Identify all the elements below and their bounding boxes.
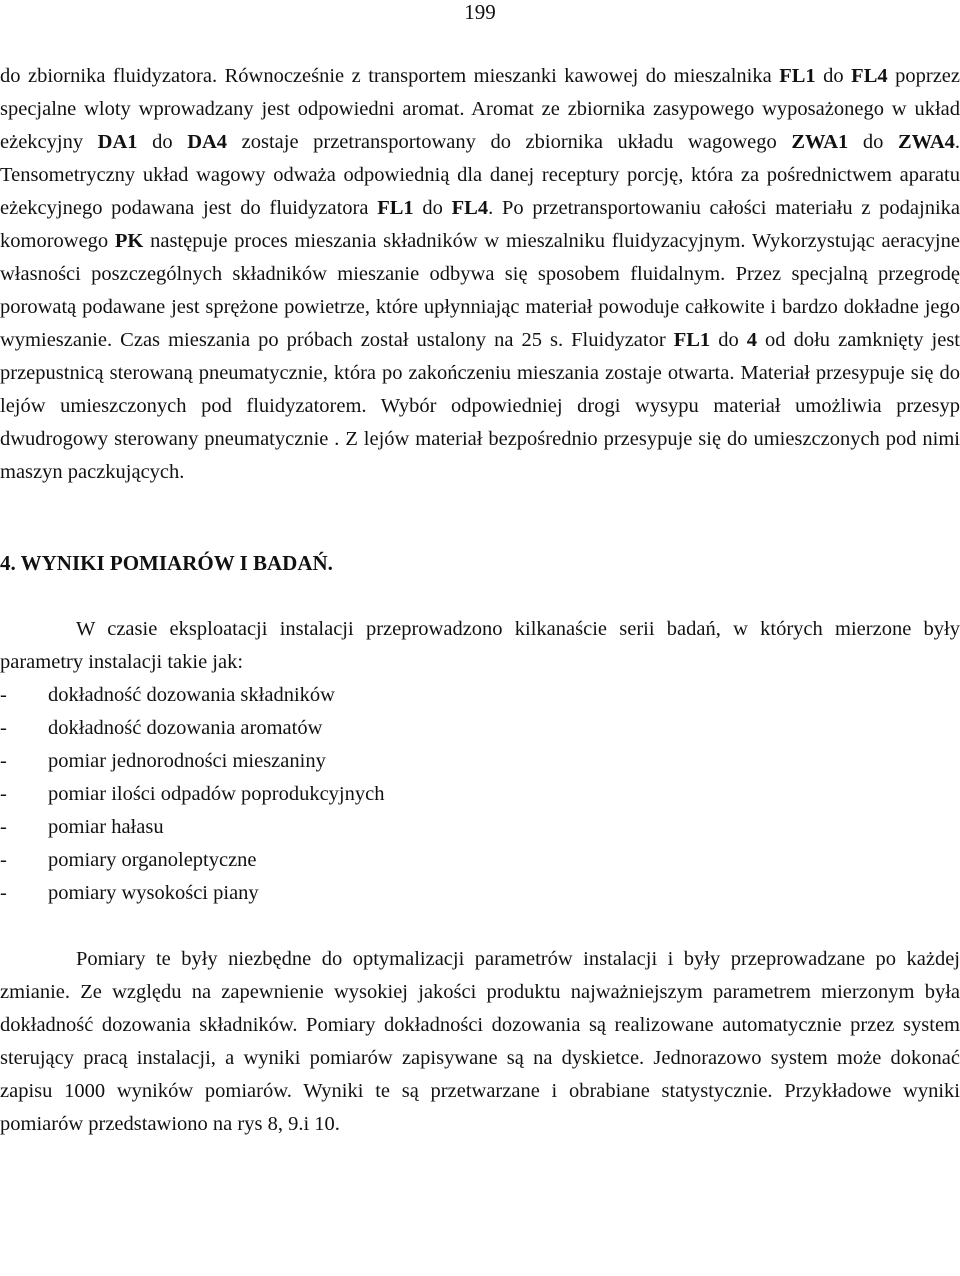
list-item <box>0 778 960 811</box>
text-run: następuje proces mieszania składników w mieszalniku fluidyzacyjnym. Wykorzystując aeracyjne własności poszczególnych składników mieszanie odbywa się sposobem fluidalnym. Przez specjalną przegrodę porowatą podawane jest sprężone powietrze, które upłynniając materiał powoduje całkowite i bardzo dokładne jego wymieszanie. Czas mieszania po próbach został ustalony na 25 s. Fluidyzator <box>0 230 960 351</box>
document-body <box>0 60 960 1141</box>
list-item-text: pomiary organoleptyczne <box>48 849 257 871</box>
bold-term: FL1 <box>779 65 816 87</box>
text-run: zostaje przetransportowany do zbiornika układu wagowego <box>227 131 792 153</box>
list-item-text: pomiar ilości odpadów poprodukcyjnych <box>48 783 385 805</box>
list-item-text: pomiary wysokości piany <box>48 882 259 904</box>
page-number: 199 <box>464 0 496 24</box>
list-dash: - <box>0 849 7 871</box>
paragraph-measurements-intro: W czasie eksploatacji instalacji przeprowadzono kilkanaście serii badań, w których mierzone były parametry instalacji takie jak: <box>0 618 960 673</box>
bold-term: DA4 <box>187 131 228 153</box>
section-heading: 4. WYNIKI POMIARÓW I BADAŃ. <box>0 551 333 575</box>
text-run: do <box>815 65 852 87</box>
bold-term: FL1 <box>673 329 711 351</box>
bold-term: ZWA1 <box>791 131 849 153</box>
list-item-text: dokładność dozowania aromatów <box>48 717 323 739</box>
text-run: do <box>137 131 188 153</box>
list-item <box>0 679 960 712</box>
bold-term: FL4 <box>851 65 888 87</box>
paragraph-measurement-results: Pomiary te były niezbędne do optymalizacji parametrów instalacji i były przeprowadzane po każdej zmianie. Ze względu na zapewnienie wysokiej jakości produktu najważniejszym parametrem mierzonym była dokładność dozowania składników. Pomiary dokładności dozowania są realizowane automatycznie przez system sterujący pracą instalacji, a wyniki pomiarów zapisywane są na dyskietce. Jednorazowo system może dokonać zapisu 1000 wyników pomiarów. Wyniki te są przetwarzane i obrabiane statystycznie. Przykładowe wyniki pomiarów przedstawiono na rys 8, 9.i 10. <box>0 948 960 1135</box>
list-item <box>0 811 960 844</box>
text-run: do <box>413 197 452 219</box>
list-item <box>0 877 960 910</box>
list-dash: - <box>0 816 7 838</box>
bold-term: FL1 <box>377 197 414 219</box>
bold-term: PK <box>114 230 144 252</box>
list-dash: - <box>0 750 7 772</box>
measurements-list <box>0 679 960 910</box>
bold-term: FL4 <box>451 197 489 219</box>
list-dash: - <box>0 684 7 706</box>
text-run: . Tensometryczny układ wagowy odważa odpowiednią dla danej receptury porcję, która za pośrednictwem aparatu eżekcyjnego podawana jest do fluidyzatora <box>0 131 960 219</box>
list-dash: - <box>0 783 7 805</box>
bold-term: ZWA4 <box>897 131 955 153</box>
list-dash: - <box>0 882 7 904</box>
text-run: poprzez specjalne wloty wprowadzany jest odpowiedni aromat. Aromat ze zbiornika zasypowego wyposażonego w układ eżekcyjny <box>0 65 960 153</box>
text-run: do zbiornika fluidyzatora. Równocześnie z transportem mieszanki kawowej do mieszalnika <box>0 65 780 87</box>
list-item <box>0 745 960 778</box>
list-dash: - <box>0 717 7 739</box>
list-item-text: dokładność dozowania składników <box>48 684 335 706</box>
text-run: . Po przetransportowaniu całości materiału z podajnika komorowego <box>0 197 960 252</box>
paragraph-process-description <box>0 60 960 489</box>
text-run: do <box>848 131 898 153</box>
list-item <box>0 712 960 745</box>
text-run: do <box>710 329 747 351</box>
text-run: od dołu zamknięty jest przepustnicą sterowaną pneumatycznie, która po zakończeniu mieszania zostaje otwarta. Materiał przesypuje się do lejów umieszczonych pod fluidyzatorem. Wybór odpowiedniej drogi wysypu materiał umożliwia przesyp dwudrogowy sterowany pneumatycznie . Z lejów materiał bezpośrednio przesypuje się do umieszczonych pod nimi maszyn paczkujących. <box>0 329 960 483</box>
bold-term: 4 <box>746 329 758 351</box>
list-item-text: pomiar hałasu <box>48 816 164 838</box>
list-item-text: pomiar jednorodności mieszaniny <box>48 750 326 772</box>
list-item <box>0 844 960 877</box>
bold-term: DA1 <box>97 131 138 153</box>
